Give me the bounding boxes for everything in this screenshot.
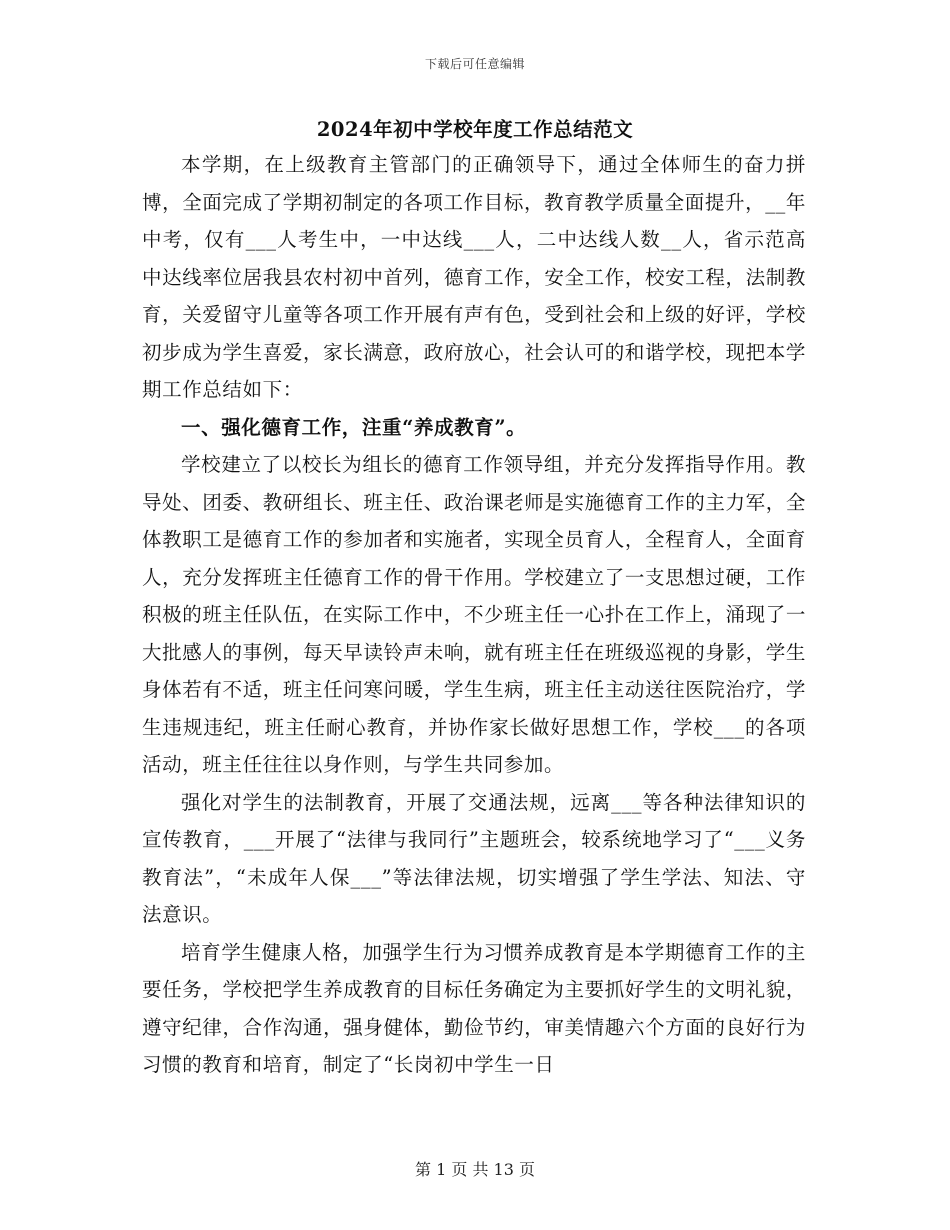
document-title: 2024年初中学校年度工作总结范文: [316, 118, 634, 141]
page-number: 第 1 页 共 13 页: [415, 1160, 535, 1179]
body-paragraph-habit-education: 培育学生健康人格，加强学生行为习惯养成教育是本学期德育工作的主要任务，学校把学生养成教育的目标任务确定为主要抓好学生的文明礼貌，遵守纪律，合作沟通，强身健体，勤俭节约，审美情趣六个方面的良好行为习惯的教育和培育，制定了“长岗初中学生一日: [142, 940, 806, 1076]
document-body: [142, 146, 806, 1084]
section-heading: 一、强化德育工作，注重“养成教育”。: [181, 415, 527, 439]
body-paragraph-legal-education: 强化对学生的法制教育，开展了交通法规，远离___等各种法律知识的宣传教育，___开展了“法律与我同行”主题班会，较系统地学习了“___义务教育法”，“未成年人保___”等法律法规，切实增强了学生学法、知法、守法意识。: [142, 790, 806, 926]
page-header-note: 下载后可任意编辑: [424, 57, 525, 71]
body-paragraph-moral-education: 学校建立了以校长为组长的德育工作领导组，并充分发挥指导作用。教导处、团委、教研组长、班主任、政治课老师是实施德育工作的主力军，全体教职工是德育工作的参加者和实施者，实现全员育人，全程育人，全面育人，充分发挥班主任德育工作的骨干作用。学校建立了一支思想过硬，工作积极的班主任队伍，在实际工作中，不少班主任一心扑在工作上，涌现了一大批感人的事例，每天早读铃声未响，就有班主任在班级巡视的身影，学生身体若有不适，班主任问寒问暖，学生生病，班主任主动送往医院治疗，学生违规违纪，班主任耐心教育，并协作家长做好思想工作，学校___的各项活动，班主任往往以身作则，与学生共同参加。: [142, 453, 806, 776]
intro-paragraph: 本学期，在上级教育主管部门的正确领导下，通过全体师生的奋力拼博，全面完成了学期初制定的各项工作目标，教育教学质量全面提升，__年中考，仅有___人考生中，一中达线___人，二中达线人数__人，省示范高中达线率位居我县农村初中首列，德育工作，安全工作，校安工程，法制教育，关爱留守儿童等各项工作开展有声有色，受到社会和上级的好评，学校初步成为学生喜爱，家长满意，政府放心，社会认可的和谐学校，现把本学期工作总结如下：: [142, 153, 806, 401]
